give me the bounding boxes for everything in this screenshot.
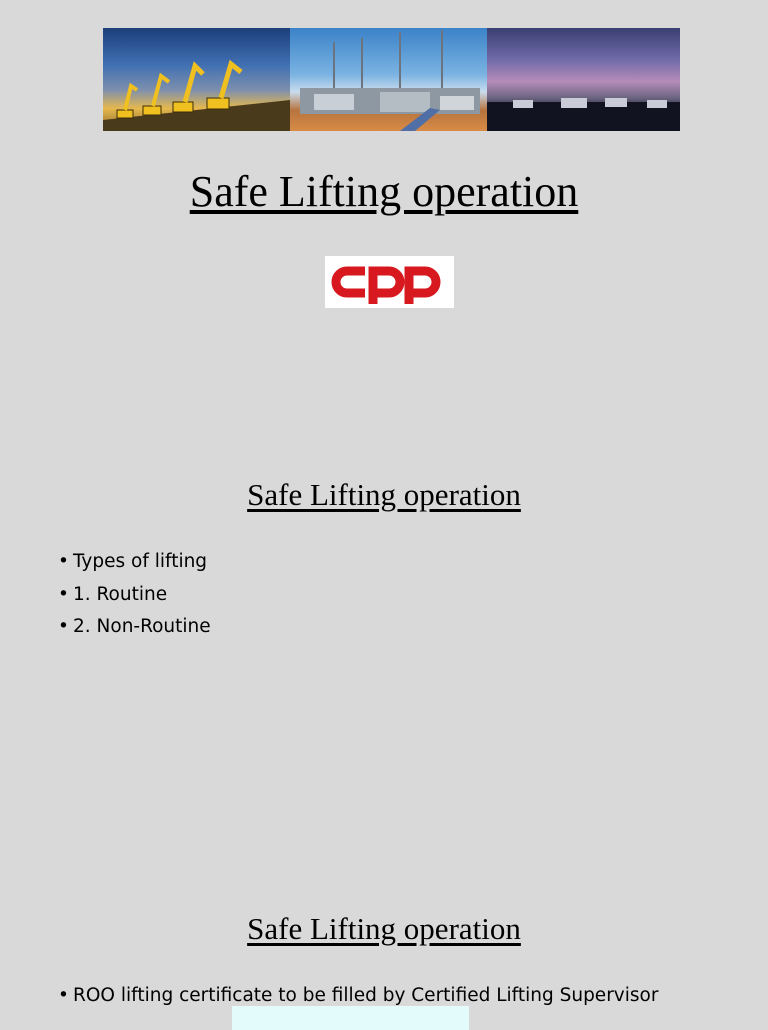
slide-title: Safe Lifting operation xyxy=(247,911,521,946)
slide-title: Safe Lifting operation xyxy=(189,167,579,216)
bullet-item: • ROO lifting certificate to be filled by Certified Lifting Supervisor xyxy=(58,985,659,1006)
bullet-item: • 2. Non-Routine xyxy=(58,616,211,637)
bullet-icon: • xyxy=(58,583,69,605)
bullet-icon: • xyxy=(58,616,69,637)
slide-title: Safe Lifting operation xyxy=(247,477,521,512)
cpp-logo xyxy=(325,256,454,308)
banner-image xyxy=(103,28,680,131)
dusk-tank-farm-photo xyxy=(487,28,680,131)
bullet-list xyxy=(58,550,211,648)
bullet-item: • 1. Routine xyxy=(58,583,168,605)
refinery-photo xyxy=(290,28,487,131)
slide-3 xyxy=(0,870,768,1024)
bullet-item: • Types of lifting xyxy=(58,551,208,572)
highlight-box xyxy=(232,1006,469,1030)
bullet-icon: • xyxy=(58,551,69,572)
slide-1 xyxy=(0,0,768,440)
excavators-photo xyxy=(103,28,290,131)
bullet-icon: • xyxy=(58,985,69,1006)
slide-2 xyxy=(0,440,768,870)
